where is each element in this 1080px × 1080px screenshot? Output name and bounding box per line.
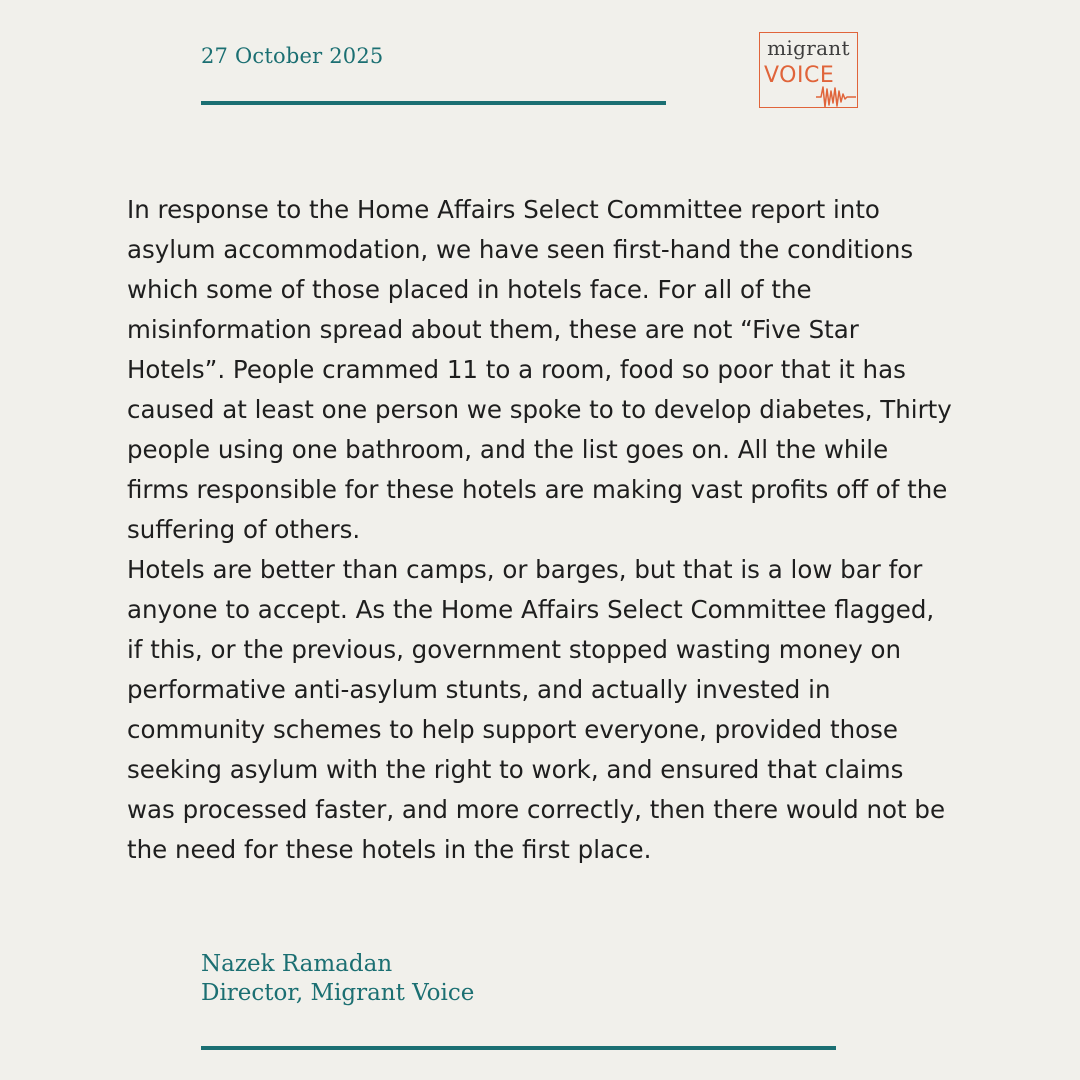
signature-title: Director, Migrant Voice xyxy=(201,980,475,1006)
statement-body xyxy=(127,190,957,870)
top-divider xyxy=(201,101,666,105)
migrant-voice-logo xyxy=(759,32,858,108)
logo-line-migrant: migrant xyxy=(767,36,850,60)
statement-paragraph-1: In response to the Home Affairs Select Committee report into asylum accommodation, we have seen first-hand the conditions which some of those placed in hotels face. For all of the misinformation spread about them, these are not “Five Star Hotels”. People crammed 11 to a room, food so poor that it has caused at least one person we spoke to to develop diabetes, Thirty people using one bathroom, and the list goes on. All the while firms responsible for these hotels are making vast profits off of the suffering of others. xyxy=(127,195,952,544)
statement-paragraph-2: Hotels are better than camps, or barges, but that is a low bar for anyone to accept. As the Home Affairs Select Committee flagged, if this, or the previous, government stopped wasting money on performative anti-asylum stunts, and actually invested in community schemes to help support everyone, provided those seeking asylum with the right to work, and ensured that claims was processed faster, and more correctly, then there would not be the need for these hotels in the first place. xyxy=(127,555,946,864)
logo-line-voice: VOICE xyxy=(764,63,835,88)
bottom-divider xyxy=(201,1046,836,1050)
soundwave-icon xyxy=(816,85,856,109)
date: 27 October 2025 xyxy=(201,44,384,68)
signature xyxy=(201,950,474,1008)
signature-name: Nazek Ramadan xyxy=(201,951,393,977)
